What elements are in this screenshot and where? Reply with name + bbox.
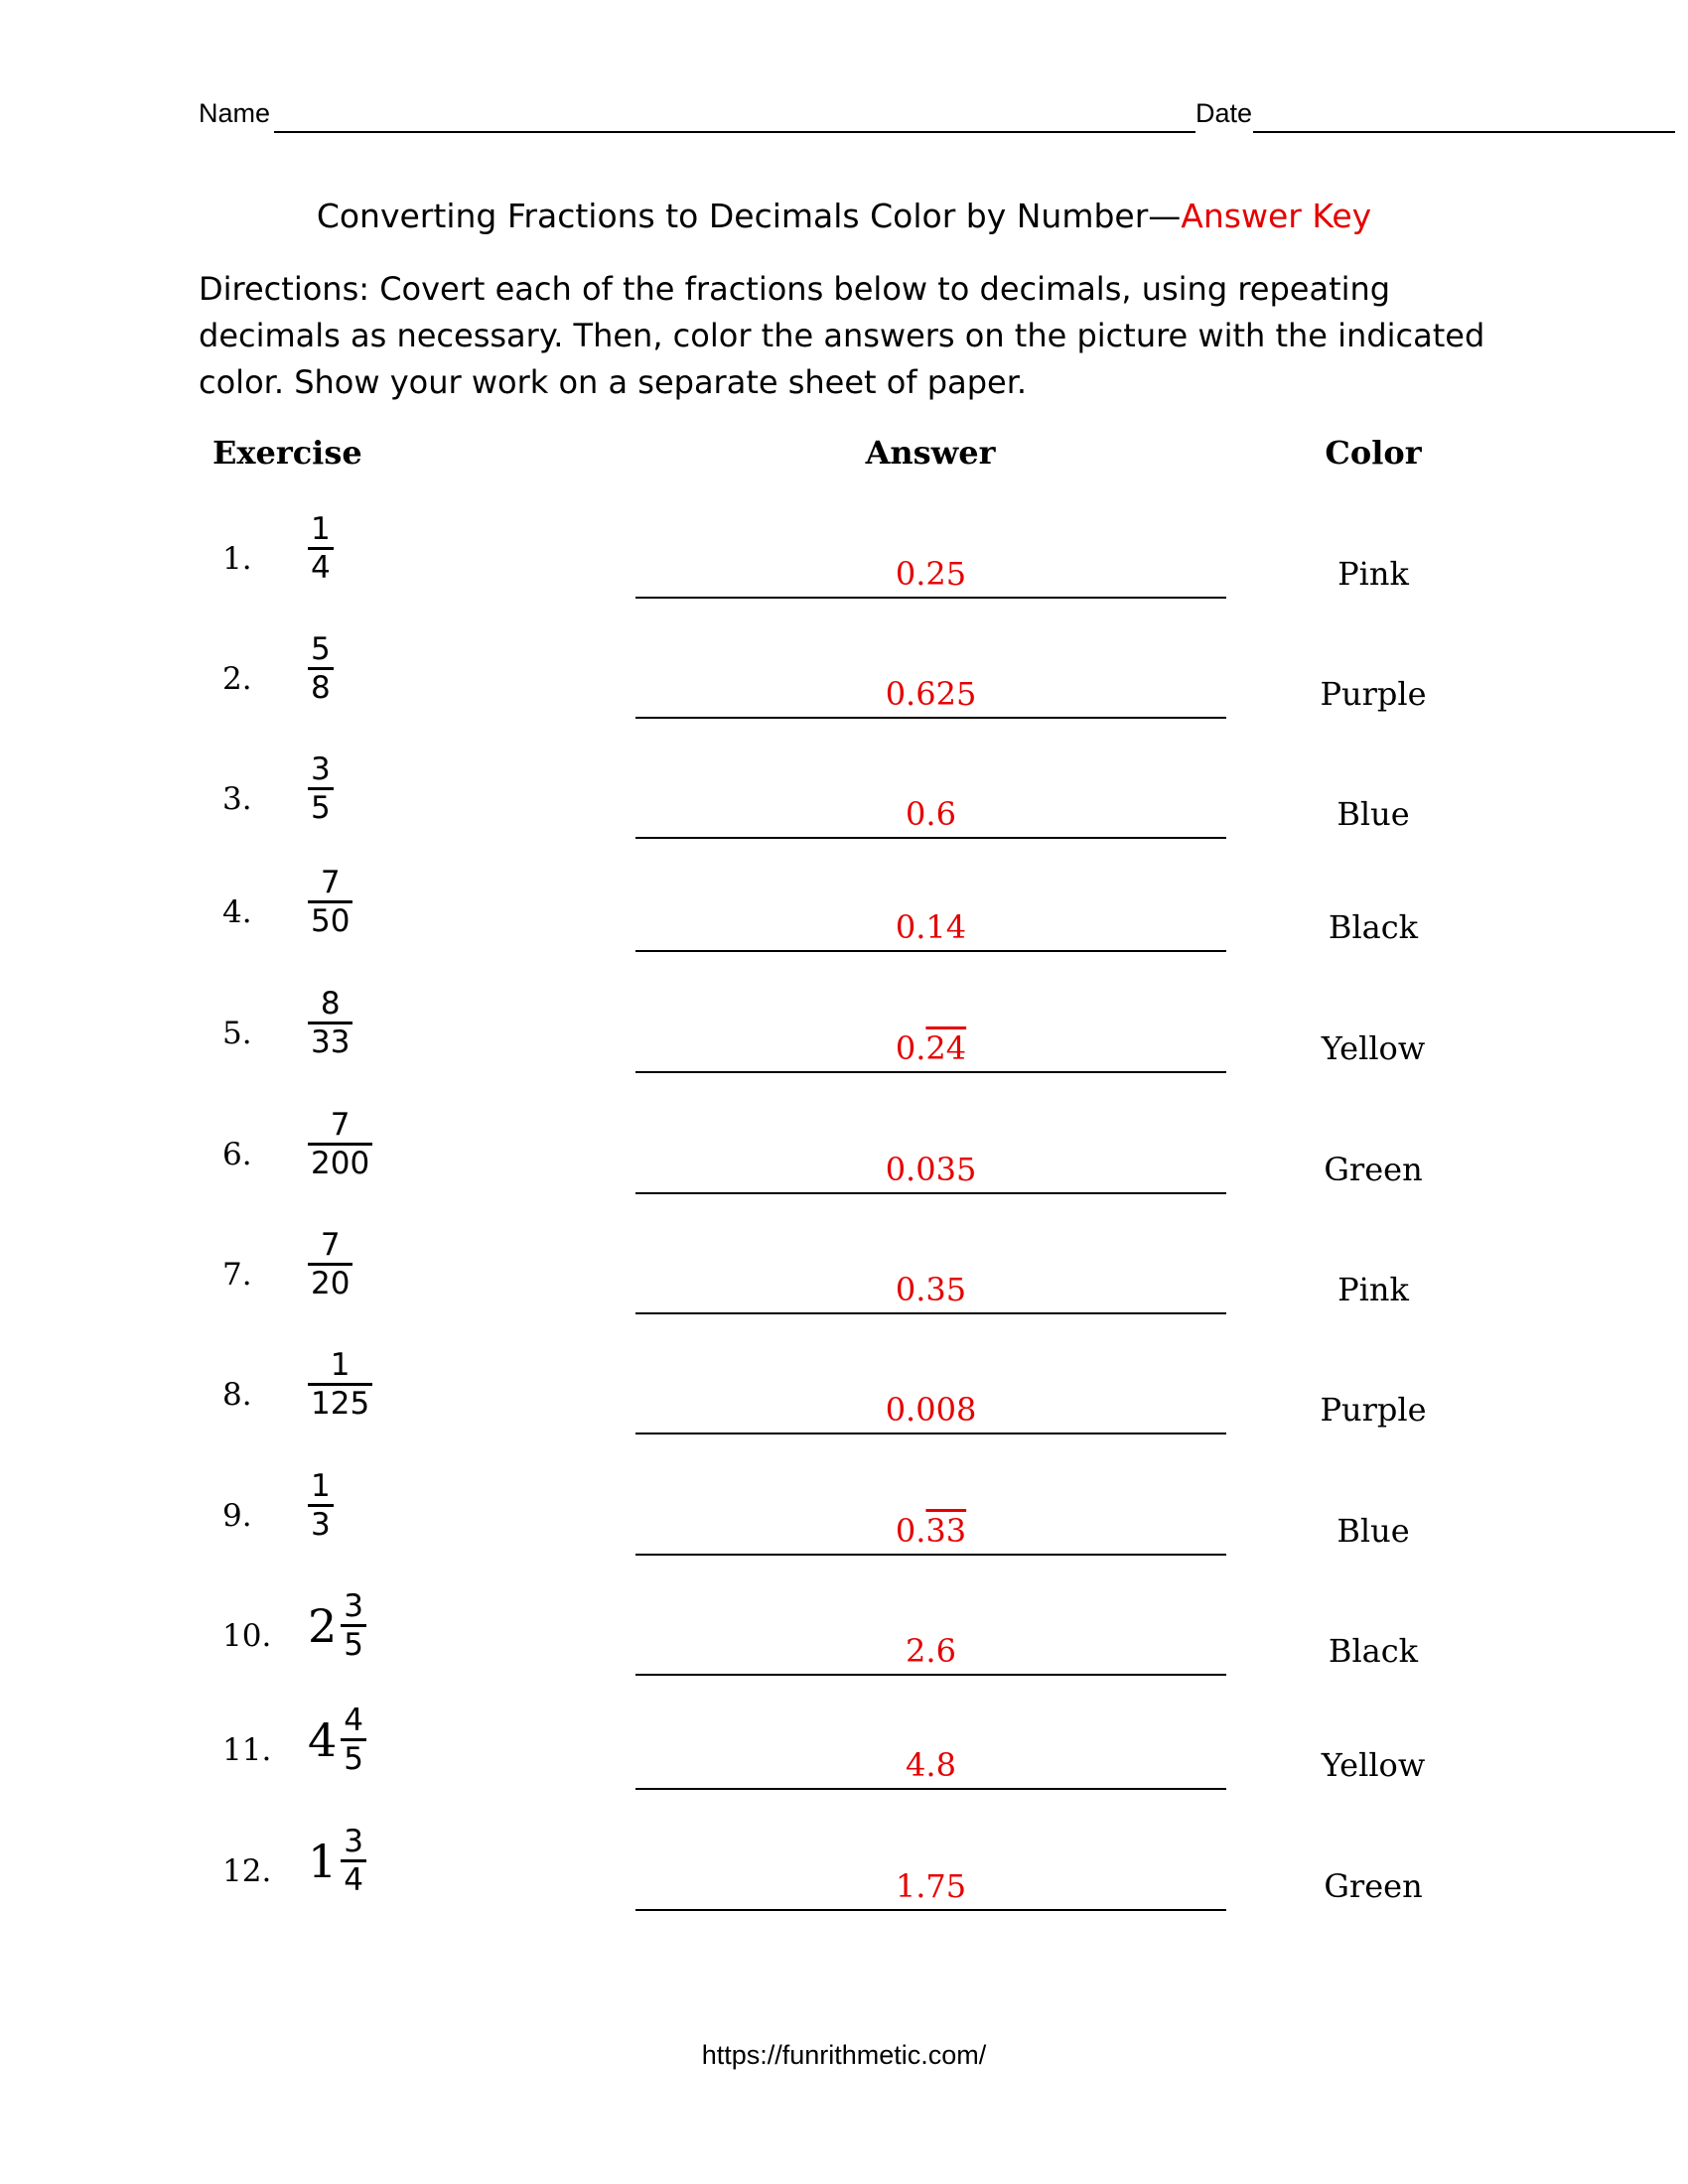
answer-line <box>635 597 1226 599</box>
color-name: Yellow <box>1321 1746 1426 1784</box>
answer-text: 0.035 <box>885 1151 977 1188</box>
color-name: Green <box>1324 1151 1423 1188</box>
color-name: Pink <box>1337 1271 1409 1308</box>
fraction-denominator: 20 <box>311 1266 351 1301</box>
exercise-number: 3. <box>222 781 252 817</box>
fraction-numerator: 1 <box>311 511 331 547</box>
exercise-number: 12. <box>222 1853 272 1889</box>
fraction-denominator: 200 <box>311 1146 370 1181</box>
page-title <box>0 197 1688 235</box>
answer-value <box>635 1271 1226 1308</box>
answer-line <box>635 1433 1226 1434</box>
exercise-row <box>0 511 1688 630</box>
fraction <box>308 986 352 1060</box>
answer-value <box>635 1029 1226 1067</box>
answer-text: 2.6 <box>906 1632 956 1670</box>
footer-url: https://funrithmetic.com/ <box>701 2040 987 2070</box>
fraction <box>308 631 334 706</box>
exercise-row <box>0 1468 1688 1587</box>
answer-text: 0.625 <box>885 675 977 713</box>
fraction-numerator: 1 <box>330 1347 351 1383</box>
directions-text: Directions: Covert each of the fractions below to decimals, using repeating decimals as necessary. Then, color the answers on the picture with the indicated color. Show your work on a separate sheet of paper. <box>199 270 1485 401</box>
exercise-row <box>0 631 1688 751</box>
answer-text: 4.8 <box>906 1746 956 1784</box>
color-name: Pink <box>1337 555 1409 593</box>
fraction-denominator: 5 <box>344 1627 364 1663</box>
fraction-numerator: 5 <box>311 631 331 667</box>
fraction-denominator: 4 <box>344 1862 364 1898</box>
fraction <box>308 1107 372 1181</box>
name-label: Name <box>199 98 271 128</box>
answer-line <box>635 717 1226 719</box>
fraction-numerator: 1 <box>311 1468 331 1504</box>
answer-value <box>635 675 1226 713</box>
exercise-row <box>0 1588 1688 1707</box>
fraction-numerator: 8 <box>320 986 341 1022</box>
color-name: Yellow <box>1321 1029 1426 1067</box>
exercise-number: 5. <box>222 1016 252 1051</box>
answer-value <box>635 795 1226 833</box>
exercise-row <box>0 751 1688 871</box>
answer-value <box>635 1512 1226 1550</box>
title-answer-key: Answer Key <box>1181 197 1372 235</box>
answer-text: 0.35 <box>895 1271 967 1308</box>
answer-line <box>635 950 1226 952</box>
fraction-numerator: 7 <box>330 1107 351 1143</box>
exercise-number: 11. <box>222 1732 272 1768</box>
fraction-whole-part: 2 <box>308 1598 338 1653</box>
exercise-number: 1. <box>222 541 252 577</box>
fraction <box>308 865 352 939</box>
answer-text: 0. <box>895 1512 926 1550</box>
exercise-row <box>0 1703 1688 1822</box>
answer-text: 0. <box>895 1029 926 1067</box>
fraction-numerator: 3 <box>311 751 331 787</box>
exercise-row <box>0 1824 1688 1943</box>
answer-text: 0.25 <box>895 555 967 593</box>
fraction-whole-part: 4 <box>308 1712 338 1767</box>
fraction-denominator: 8 <box>311 670 331 706</box>
column-header-answer: Answer <box>865 434 996 472</box>
exercise-number: 7. <box>222 1257 252 1293</box>
answer-value <box>635 1151 1226 1188</box>
exercise-number: 2. <box>222 661 252 697</box>
exercise-number: 8. <box>222 1377 252 1413</box>
answer-text: 0.008 <box>885 1391 977 1429</box>
name-blank-line <box>274 131 1196 133</box>
fraction <box>308 1824 366 1898</box>
answer-line <box>635 1554 1226 1556</box>
answer-text: 0.14 <box>895 908 967 946</box>
fraction-denominator: 5 <box>344 1741 364 1777</box>
answer-value <box>635 908 1226 946</box>
answer-line <box>635 1909 1226 1911</box>
fraction <box>308 1588 366 1663</box>
exercise-row <box>0 986 1688 1105</box>
fraction-numerator: 3 <box>344 1824 364 1859</box>
fraction <box>308 1703 366 1777</box>
answer-value <box>635 555 1226 593</box>
fraction <box>308 1468 334 1543</box>
color-name: Green <box>1324 1867 1423 1905</box>
exercise-row <box>0 1347 1688 1466</box>
answer-line <box>635 1312 1226 1314</box>
fraction-denominator: 125 <box>311 1386 370 1422</box>
answer-value <box>635 1632 1226 1670</box>
fraction-denominator: 3 <box>311 1507 331 1543</box>
fraction-numerator: 4 <box>344 1703 364 1738</box>
fraction-denominator: 5 <box>311 790 331 826</box>
color-name: Black <box>1328 1632 1419 1670</box>
fraction-whole-part: 1 <box>308 1834 338 1888</box>
answer-value <box>635 1391 1226 1429</box>
answer-repeating-digits: 33 <box>925 1512 967 1550</box>
color-name: Purple <box>1320 1391 1427 1429</box>
exercise-number: 6. <box>222 1137 252 1172</box>
date-blank-line <box>1253 131 1675 133</box>
color-name: Purple <box>1320 675 1427 713</box>
fraction <box>308 511 334 586</box>
fraction-numerator: 7 <box>320 1227 341 1263</box>
color-name: Blue <box>1336 1512 1410 1550</box>
fraction-denominator: 50 <box>311 903 351 939</box>
answer-line <box>635 837 1226 839</box>
answer-line <box>635 1674 1226 1676</box>
date-label: Date <box>1196 98 1253 128</box>
fraction <box>308 1347 372 1422</box>
name-date-header <box>199 99 1470 133</box>
answer-repeating-digits: 24 <box>925 1029 967 1067</box>
column-header-exercise: Exercise <box>212 434 362 472</box>
answer-line <box>635 1071 1226 1073</box>
answer-text: 0.6 <box>906 795 956 833</box>
answer-text: 1.75 <box>895 1867 967 1905</box>
color-name: Black <box>1328 908 1419 946</box>
exercise-number: 4. <box>222 894 252 930</box>
answer-value <box>635 1867 1226 1905</box>
answer-line <box>635 1192 1226 1194</box>
answer-line <box>635 1788 1226 1790</box>
fraction-denominator: 33 <box>311 1024 351 1060</box>
exercise-number: 10. <box>222 1618 272 1654</box>
column-header-color: Color <box>1325 434 1422 472</box>
fraction-denominator: 4 <box>311 550 331 586</box>
fraction-numerator: 7 <box>320 865 341 900</box>
exercise-row <box>0 865 1688 984</box>
fraction-numerator: 3 <box>344 1588 364 1624</box>
color-name: Blue <box>1336 795 1410 833</box>
answer-value <box>635 1746 1226 1784</box>
fraction <box>308 1227 352 1301</box>
title-main: Converting Fractions to Decimals Color by Number— <box>316 197 1182 235</box>
exercise-row <box>0 1107 1688 1226</box>
exercise-number: 9. <box>222 1498 252 1534</box>
exercise-row <box>0 1227 1688 1346</box>
fraction <box>308 751 334 826</box>
